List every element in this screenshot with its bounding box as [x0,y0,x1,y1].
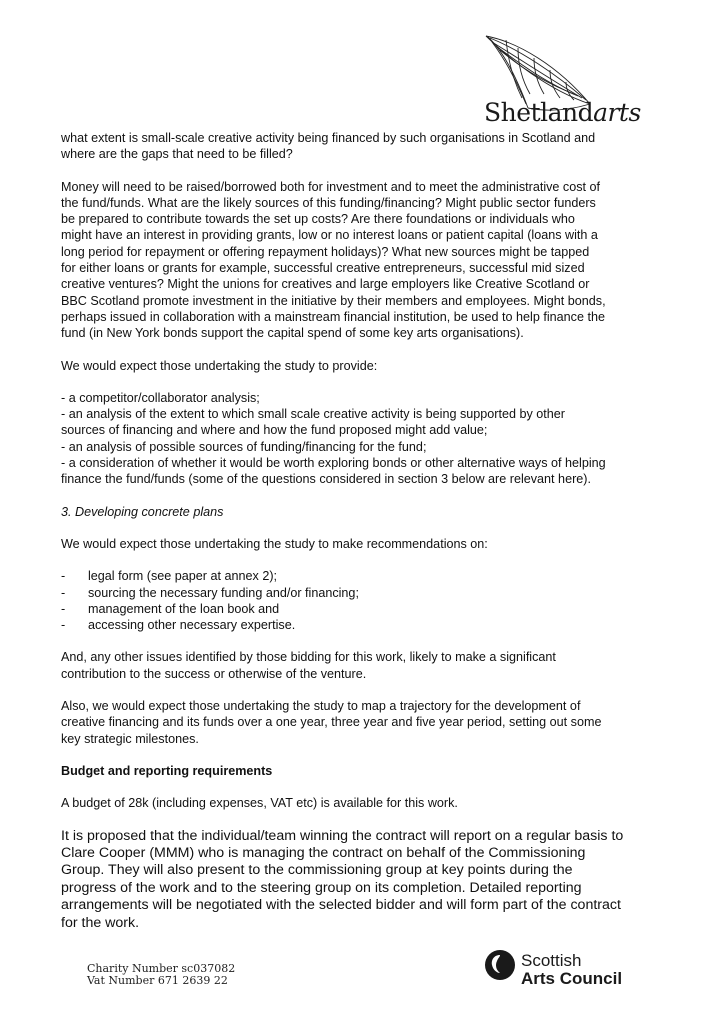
text-line: the fund/funds. What are the likely sources of this funding/financing? Might public sector funders [61,195,596,210]
paragraph-gaps [61,130,651,163]
list-item [61,585,651,601]
paragraph-reporting [61,828,651,932]
paragraph-other-issues [61,649,651,682]
logo-shetland-word: Shetland [484,98,594,127]
bullet-dash: - [61,585,66,600]
text-line: fund (in New York bonds support the capital spend of some key arts organisations). [61,326,524,341]
list-item [61,617,651,633]
document-body [61,130,651,948]
text-line: Money will need to be raised/borrowed both for investment and to meet the administrative cost of [61,179,601,194]
text-line: - an analysis of the extent to which small scale creative activity is being supported by other [61,407,566,422]
paragraph-recommendations [61,536,651,552]
text-line: where are the gaps that need to be filled? [61,147,293,162]
text-line: creative ventures? Might the unions for creatives and large employers like Creative Scotland or [61,277,590,292]
bullet-dash: - [61,601,66,616]
paragraph-funding-sources [61,179,651,342]
text-line: Also, we would expect those undertaking the study to map a trajectory for the development of [61,699,581,714]
text-line: It is proposed that the individual/team winning the contract will report on a regular basis to [61,827,624,844]
heading-text: 3. Developing concrete plans [61,504,224,519]
text-line: BBC Scotland promote investment in the initiative by their members and employees. Might bonds, [61,293,606,308]
text-line: We would expect those undertaking the study to provide: [61,358,378,373]
paragraph-analysis-list [61,390,651,488]
vat-number: Vat Number 671 2639 22 [87,974,228,987]
text-line: - an analysis of possible sources of funding/financing for the fund; [61,439,427,454]
bullet-text: accessing other necessary expertise. [88,618,296,633]
charity-number: Charity Number sc037082 [87,962,236,975]
text-line: Group. They will also present to the commissioning group at key points during the [61,862,573,879]
sac-logo-text-scottish: Scottish [521,951,582,970]
bullet-text: management of the loan book and [88,601,280,616]
text-line: what extent is small-scale creative activity being financed by such organisations in Scotland and [61,131,596,145]
text-line: progress of the work and to the steering group on its completion. Detailed reporting [61,879,582,896]
text-line: be prepared to contribute towards the set up costs? Are there foundations or individuals who [61,212,575,227]
text-line: key strategic milestones. [61,731,199,746]
scottish-arts-council-logo-icon [484,949,516,981]
text-line: - a consideration of whether it would be worth exploring bonds or other alternative ways of helping [61,456,606,471]
text-line: A budget of 28k (including expenses, VAT etc) is available for this work. [61,796,458,811]
text-line: - a competitor/collaborator analysis; [61,390,260,405]
section-heading-budget [61,763,651,779]
text-line: Clare Cooper (MMM) who is managing the contract on behalf of the Commissioning [61,844,586,861]
list-item [61,568,651,584]
text-line: finance the fund/funds (some of the questions considered in section 3 below are relevant here). [61,472,591,487]
bullet-list [61,568,651,633]
text-line: sources of financing and where and how the fund proposed might add value; [61,423,488,438]
list-item [61,601,651,617]
text-line: perhaps issued in collaboration with a mainstream financial institution, be used to help finance the [61,309,605,324]
sac-logo-text-arts-council: Arts Council [521,969,623,988]
logo-arts-word: arts [593,98,641,127]
text-line: long period for repayment or offering repayment holidays)? What new sources might be tapped [61,244,590,259]
text-line: And, any other issues identified by those bidding for this work, likely to make a significant [61,650,556,665]
bullet-dash: - [61,618,66,633]
text-line: for the work. [61,914,140,931]
bullet-text: legal form (see paper at annex 2); [88,569,278,584]
text-line: creative financing and its funds over a one year, three year and five year period, setting out some [61,715,602,730]
text-line: might have an interest in providing grants, low or no interest loans or patient capital (loans with a [61,228,598,243]
paragraph-budget [61,795,651,811]
paragraph-trajectory [61,698,651,747]
paragraph-expect-provide [61,358,651,374]
shetland-arts-logo [484,98,641,127]
heading-text: Budget and reporting requirements [61,763,273,778]
bullet-text: sourcing the necessary funding and/or financing; [88,585,359,600]
text-line: for either loans or grants for example, successful creative entrepreneurs, successful mid sized [61,261,585,276]
section-heading-concrete-plans [61,504,651,520]
text-line: arrangements will be negotiated with the selected bidder and will form part of the contract [61,897,621,914]
text-line: We would expect those undertaking the study to make recommendations on: [61,536,488,551]
bullet-dash: - [61,569,66,584]
text-line: contribution to the success or otherwise of the venture. [61,666,367,681]
